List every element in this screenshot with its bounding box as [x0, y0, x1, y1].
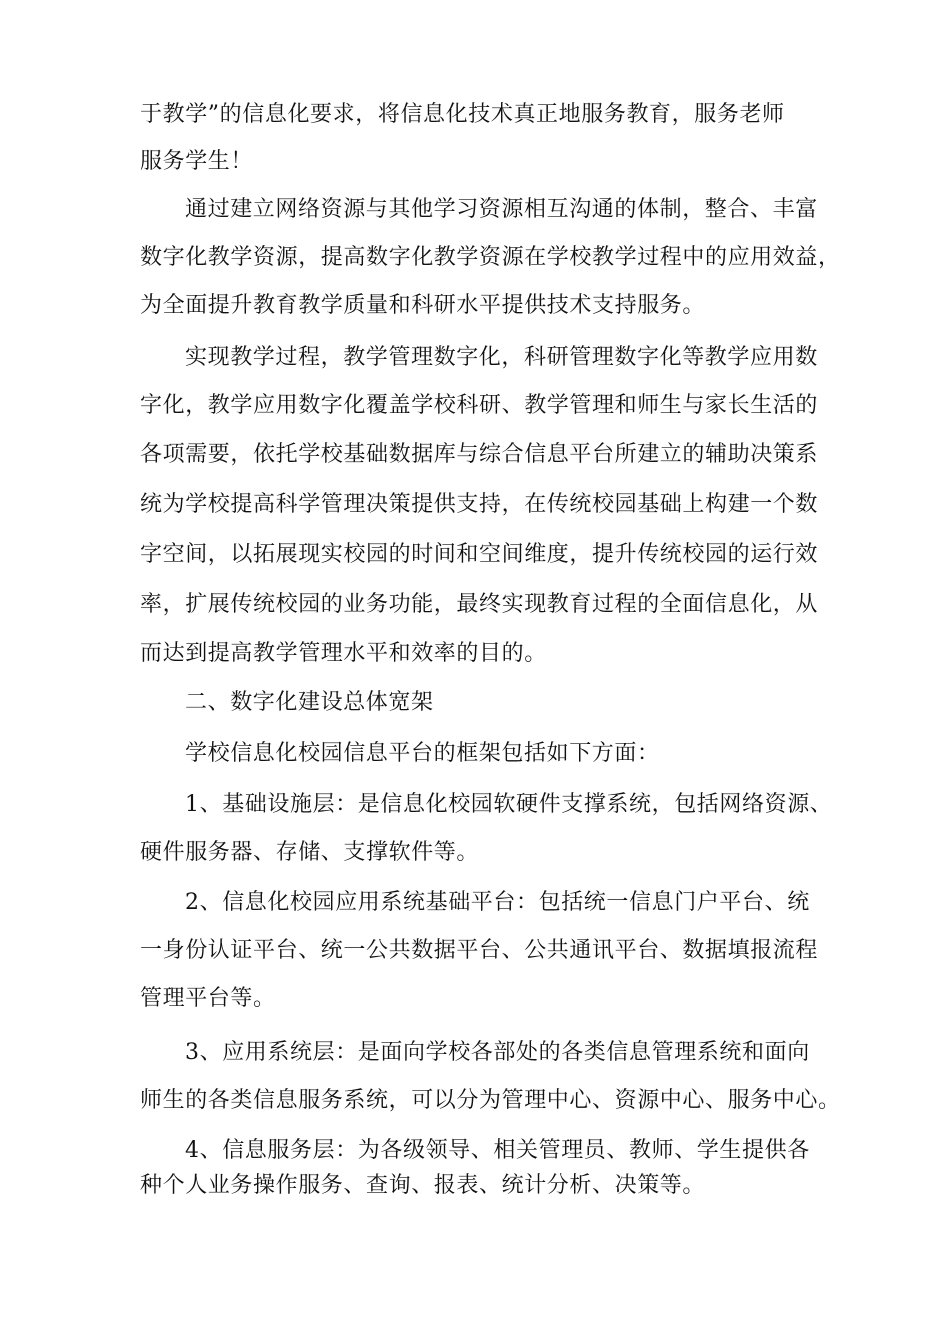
- text-line: 通过建立网络资源与其他学习资源相互沟通的体制，整合、丰富: [185, 197, 818, 222]
- text-line: 数字化教学资源，提高数字化教学资源在学校教学过程中的应用效益，: [140, 245, 841, 270]
- list-item-line: 4、信息服务层：为各级领导、相关管理员、教师、学生提供各: [185, 1138, 810, 1163]
- text-line: 服务学生！: [140, 149, 254, 174]
- list-item-line: 管理平台等。: [140, 986, 276, 1011]
- text-line: 率，扩展传统校园的业务功能，最终实现教育过程的全面信息化，从: [140, 592, 819, 617]
- text-line: 各项需要，依托学校基础数据库与综合信息平台所建立的辅助决策系: [140, 442, 819, 467]
- section-heading: 二、数字化建设总体宽架: [185, 690, 434, 715]
- list-item-line: 3、应用系统层：是面向学校各部处的各类信息管理系统和面向: [185, 1040, 810, 1065]
- list-item-line: 一身份认证平台、统一公共数据平台、公共通讯平台、数据填报流程: [140, 938, 819, 963]
- text-line: 实现教学过程，教学管理数字化，科研管理数字化等教学应用数: [185, 345, 818, 370]
- list-item-line: 2、信息化校园应用系统基础平台：包括统一信息门户平台、统: [185, 890, 810, 915]
- list-item-line: 种个人业务操作服务、查询、报表、统计分析、决策等。: [140, 1173, 706, 1198]
- list-item-line: 师生的各类信息服务系统，可以分为管理中心、资源中心、服务中心。: [140, 1088, 841, 1113]
- text-line: 为全面提升教育教学质量和科研水平提供技术支持服务。: [140, 293, 706, 318]
- list-item-line: 硬件服务器、存储、支撑软件等。: [140, 840, 480, 865]
- text-line: 学校信息化校园信息平台的框架包括如下方面：: [185, 741, 660, 766]
- text-line: 字化，教学应用数字化覆盖学校科研、教学管理和师生与家长生活的: [140, 393, 819, 418]
- text-line: 而达到提高教学管理水平和效率的目的。: [140, 641, 547, 666]
- text-line: 统为学校提高科学管理决策提供支持，在传统校园基础上构建一个数: [140, 492, 819, 517]
- text-line: 于教学”的信息化要求，将信息化技术真正地服务教育，服务老师: [140, 102, 785, 127]
- list-item-line: 1、基础设施层：是信息化校园软硬件支撑系统，包括网络资源、: [185, 792, 833, 817]
- text-line: 字空间，以拓展现实校园的时间和空间维度，提升传统校园的运行效: [140, 542, 819, 567]
